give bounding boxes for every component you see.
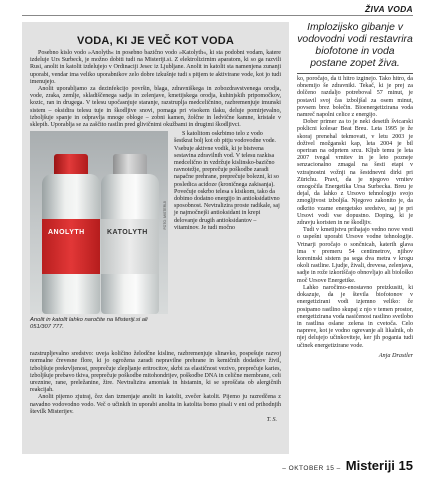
katolyth-label bbox=[101, 219, 159, 274]
katolyth-label-text: KATOLYTH bbox=[107, 229, 148, 237]
photo-column bbox=[30, 131, 168, 351]
bottles-photo bbox=[30, 131, 168, 314]
article-title: VODA, KI JE VEČ KOT VODA bbox=[77, 35, 234, 47]
sidebar-column bbox=[297, 22, 413, 359]
article-paragraph: razstrupljevalno sredstvo: uveja količino želodčne kisline, razbremenjuje slinavko, pospešuje razvoj normalne črevesne flore, ki jo ogrožena zaradi nepravilne prehrane in kemičnih dodatkov živil, izboljšuje prekrvljenost, preprečuje zlepljanje eritrocitov, skrbi za elastičnost vezivo, preprečuje karies, izboljšuje prebavo tkiva, preprečuje poškodbe mitohondrijev, poškodbe DNA in celične membrane, celi ureznine, rane, preležanine, žire. Nevtralizira amoniak in histamin, ki se sproščata ob alergičnih reakcijah. bbox=[30, 351, 281, 394]
article-paragraph: S katolitom oskrbimo telo z vodo šestkrat bolj kot ob pitju vodovodne vode. Vsebuje aktivne vodik, ki je bistvena sestavina zdravilnih vod. V telesu razkisa medcelično in vzdržuje kislinsko-bazično ravnotežje, preprečuje poškodbe zaradi napačne prehrane, preprečuje bolezni, ki so posledica acidoze (kroničnega zakisanja). Povečuje oskrbo telesa s kisikom, tako da dobimo dodatno energijo in antioksidativno sposobnost. Nevtralizira proste radikale, saj je najmočnejši antioksidant in krepi delovanje drugih antioksidantov – vitaminov. Je tudi močno bbox=[174, 131, 280, 231]
article-paragraph: Posebno kislo vodo »Anolyth« in posebno bazično vodo »Katolyth«, ki sta podobni vodam, katere izdeluje Urs Surbeck, je možno dobiti tudi na Misteriji.si. Z elektrolizirnim aparatom, ki so ga razvili Rusi, anolit in katolit izdelujejo v Ordinaciji Jesec iz Ljubljane. Anolit in katolit sta namenjena zunanji uporabi, vendar ima veliko uporabnikov zelo dobre izkušnje tudi s pitjem te aktivirane vode, kot jo tudi imenujejo. bbox=[30, 50, 281, 85]
magazine-name: Misteriji 15 bbox=[345, 458, 413, 473]
article-paragraph: Anolit pijemo zjutraj, čez dan izmenjaje anolit in katolit, zvečer katolit. Pijemo ju razredčena z navadno vodovodno vodo. Več o učinkih in uporabi anolita in katolita bomo pisali v eni od prihodnjih številk Misterijev. bbox=[30, 394, 281, 415]
pull-quote-divider bbox=[297, 73, 413, 74]
beside-photo-column bbox=[168, 131, 281, 351]
section-label: ŽIVA VODA bbox=[364, 4, 413, 14]
article-paragraph: Anolit uporabljamo za dezinfekcijo površin, blaga, zdravniškega in zobozdravstvenega orodja, vode, zraka, zemlje, skladiščenega sadja in zelenjave, kmetijskega orodja, kuhinjskih pripomočkov, kozic, ran in drugega. V telesu upočasnjuje staranje, razstruplja medceličnino, razbremenjuje imunski sistem – oksidira telesu tuje in škodljive snovi, pomaga pri visokem tlaku, deluje pomirjevalno, izboljšuje spanje in odpravlja mnoge obloge – zobni kamen, žolčne in ledvične kamne, kristale v sklepih. Uporablja se za zaščito rastlin pred glivičnimi okužbami in drugimi škodljivci. bbox=[30, 86, 281, 129]
pull-quote: Implozijsko gibanje v vodovodni vodi restavrira biofotone in voda postane zopet živa. bbox=[297, 22, 413, 69]
sidebar-paragraph: Dober primer za to je neki desetih švicarski poklicni kolesar Beat Breu. Leta 1995 je že skoraj prenehal tekmovati, v letu 2003 je doživel možganski kap, leta 2004 je bil operiran na odprtem srcu. Kljub temu je leta 2007 tvegal vrnitev in je leto pozneje senzacionalno zmagal na šesti etapi v vztrajnostni vožnji na šestdnevni dirki pri Zürichu. Pravi, da je njegovo vrnitev omogočila Energetika Ursa Surbecka. Breu je dejal, da lahko z Ursovo tehnologijo svojo zmogljivost izboljša. Njegovo zakonito je, da odkrito vzame energetsko sredstvo, saj je pri Ursovi vodi vse dopustno. Doping, ki je zdravju koristen in ne škodljiv. bbox=[297, 119, 413, 227]
author-name: Anja Drastler bbox=[378, 351, 413, 359]
section-divider bbox=[22, 15, 413, 16]
anolyth-label bbox=[42, 219, 100, 274]
sidebar-paragraph: Lahko naročimo-enostavno preizkusiti, ki dokazuje, da je števila biofotonov v energetizirani vodi izjemno veliko: če posipamo rastlino skupaj z njo v temen prostor, energetizirana voda nasičenost rastlino svetlobo in rastlina oslane zelena in cvetoča. Celo napreve, kot je vodno ogrevanje ali likalnik, ob njej delujejo učinkoviteje, ker jih pogania tudi učinek energetizirane vode. bbox=[297, 284, 413, 349]
photo-row bbox=[30, 131, 281, 351]
issue-label: – OKTOBER 15 – bbox=[282, 465, 341, 472]
sidebar-paragraph: ko, poročajo, da ti hitro izginejo. Tako hitro, da obnemijo še zdravniki. Tekač, ki je prej za dolčeno razdaljo potreboval 57 minut, je postavil svoj čas izboljšal za osem minut, povsem brez bolečin. Bioenergetizirana voda namreč napolni celice z energijo. bbox=[297, 76, 413, 119]
sidebar-paragraph: Tudi v kmetijstvu prihajajo vedno nove vesti o uspešni uporabi Ursove vodne tehnologije. Vrtnarji poročajo o sončnicah, katerih glava ima v premeru 54 centimetrov, njihov koreninski sistem pa sega dva metra v krogu okoli rastline. Ljudje, živali, drevesa, zelenjava, sadje in rože izkoriščajo obnovljajo ali biološko moč Ursove Energetike. bbox=[297, 227, 413, 284]
anolyth-label-text: ANOLYTH bbox=[48, 229, 85, 237]
article-signature: T. S. bbox=[266, 417, 277, 424]
photo-caption: Anolit in katolit lahko naročite na Misteriji.si ali 051/307 777. bbox=[30, 317, 148, 331]
photo-credit: FOTO: MISTERIJI bbox=[163, 201, 167, 230]
page-footer bbox=[282, 458, 413, 473]
article-box bbox=[22, 22, 289, 454]
